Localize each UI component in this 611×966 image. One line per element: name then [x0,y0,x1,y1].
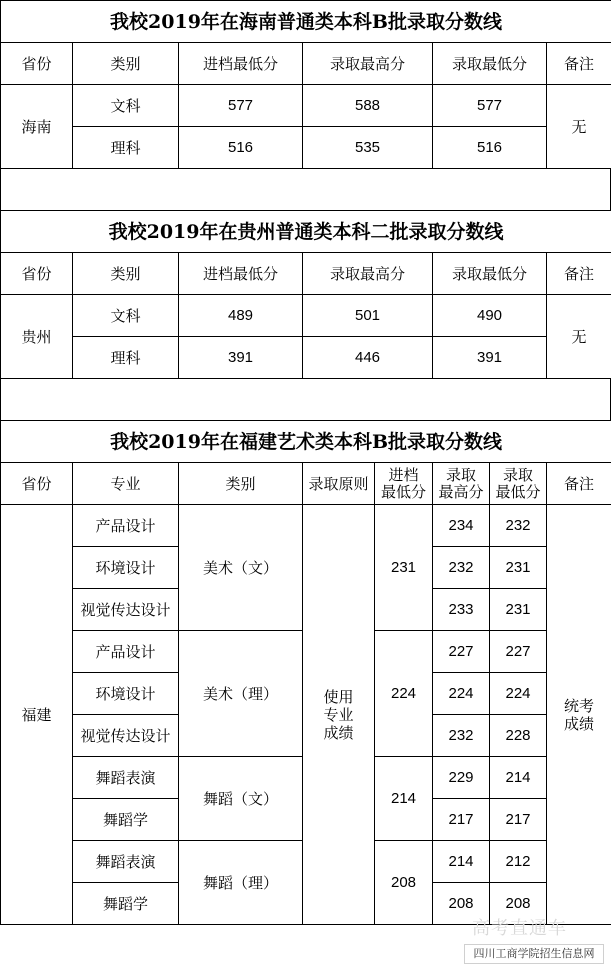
min-admit-score-cell: 224 [490,673,547,715]
hainan-table-title: 我校2019年在海南普通类本科B批录取分数线 [1,1,611,43]
province-cell: 贵州 [1,295,73,379]
min-admit-score-cell: 227 [490,631,547,673]
category-cell: 美术（理） [179,631,303,757]
min-file-score-cell: 208 [375,841,433,925]
min-admit-score-cell: 217 [490,799,547,841]
table-row [1,505,611,547]
watermark-source-label: 四川工商学院招生信息网 [464,944,604,964]
header-min-admit-score: 录取最低分 [433,43,547,85]
header-min-admit-score: 录取 最低分 [490,463,547,505]
province-cell: 海南 [1,85,73,169]
principle-cell: 使用 专业 成绩 [303,505,375,925]
header-province: 省份 [1,253,73,295]
major-cell: 产品设计 [73,631,179,673]
min-file-score-cell: 214 [375,757,433,841]
min-admit-score-cell: 577 [433,85,547,127]
max-admit-score-cell: 446 [303,337,433,379]
major-cell: 舞蹈学 [73,883,179,925]
remark-cell: 无 [547,295,611,379]
max-admit-score-cell: 232 [433,547,490,589]
category-cell: 舞蹈（理） [179,841,303,925]
header-min-file-score: 进档最低分 [179,43,303,85]
header-category: 类别 [73,253,179,295]
guizhou-table-title: 我校2019年在贵州普通类本科二批录取分数线 [1,211,611,253]
header-province: 省份 [1,463,73,505]
table-row [1,295,611,337]
table-row [1,85,611,127]
header-major: 专业 [73,463,179,505]
max-admit-score-cell: 233 [433,589,490,631]
min-admit-score-cell: 490 [433,295,547,337]
fujian-score-table [0,420,611,925]
min-file-score-cell: 577 [179,85,303,127]
major-cell: 产品设计 [73,505,179,547]
max-admit-score-cell: 535 [303,127,433,169]
max-admit-score-cell: 232 [433,715,490,757]
category-cell: 文科 [73,295,179,337]
hainan-score-table [0,0,611,169]
min-file-score-cell: 231 [375,505,433,631]
min-admit-score-cell: 516 [433,127,547,169]
min-file-score-cell: 224 [375,631,433,757]
major-cell: 舞蹈表演 [73,757,179,799]
max-admit-score-cell: 234 [433,505,490,547]
header-max-admit-score: 录取 最高分 [433,463,490,505]
max-admit-score-cell: 224 [433,673,490,715]
header-min-file-score: 进档 最低分 [375,463,433,505]
header-remark: 备注 [547,43,611,85]
min-admit-score-cell: 212 [490,841,547,883]
min-admit-score-cell: 231 [490,547,547,589]
table-row [1,337,611,379]
major-cell: 视觉传达设计 [73,715,179,757]
min-file-score-cell: 489 [179,295,303,337]
remark-cell: 无 [547,85,611,169]
table-row [1,127,611,169]
header-max-admit-score: 录取最高分 [303,43,433,85]
min-file-score-cell: 516 [179,127,303,169]
min-admit-score-cell: 232 [490,505,547,547]
min-admit-score-cell: 208 [490,883,547,925]
table-spacer [0,379,611,421]
header-admission-principle: 录取原则 [303,463,375,505]
header-max-admit-score: 录取最高分 [303,253,433,295]
min-admit-score-cell: 228 [490,715,547,757]
max-admit-score-cell: 588 [303,85,433,127]
major-cell: 舞蹈表演 [73,841,179,883]
header-category: 类别 [179,463,303,505]
category-cell: 舞蹈（文） [179,757,303,841]
major-cell: 舞蹈学 [73,799,179,841]
max-admit-score-cell: 217 [433,799,490,841]
major-cell: 环境设计 [73,547,179,589]
table-spacer [0,169,611,211]
category-cell: 文科 [73,85,179,127]
min-admit-score-cell: 231 [490,589,547,631]
major-cell: 视觉传达设计 [73,589,179,631]
max-admit-score-cell: 501 [303,295,433,337]
category-cell: 理科 [73,127,179,169]
header-remark: 备注 [547,253,611,295]
header-remark: 备注 [547,463,611,505]
min-file-score-cell: 391 [179,337,303,379]
max-admit-score-cell: 208 [433,883,490,925]
max-admit-score-cell: 214 [433,841,490,883]
province-cell: 福建 [1,505,73,925]
major-cell: 环境设计 [73,673,179,715]
max-admit-score-cell: 227 [433,631,490,673]
guizhou-score-table [0,210,611,379]
header-province: 省份 [1,43,73,85]
max-admit-score-cell: 229 [433,757,490,799]
fujian-table-title: 我校2019年在福建艺术类本科B批录取分数线 [1,421,611,463]
category-cell: 理科 [73,337,179,379]
min-admit-score-cell: 391 [433,337,547,379]
watermark-text: 高考直通车 [472,918,567,939]
category-cell: 美术（文） [179,505,303,631]
header-category: 类别 [73,43,179,85]
header-min-admit-score: 录取最低分 [433,253,547,295]
remark-cell: 统考 成绩 [547,505,611,925]
min-admit-score-cell: 214 [490,757,547,799]
header-min-file-score: 进档最低分 [179,253,303,295]
